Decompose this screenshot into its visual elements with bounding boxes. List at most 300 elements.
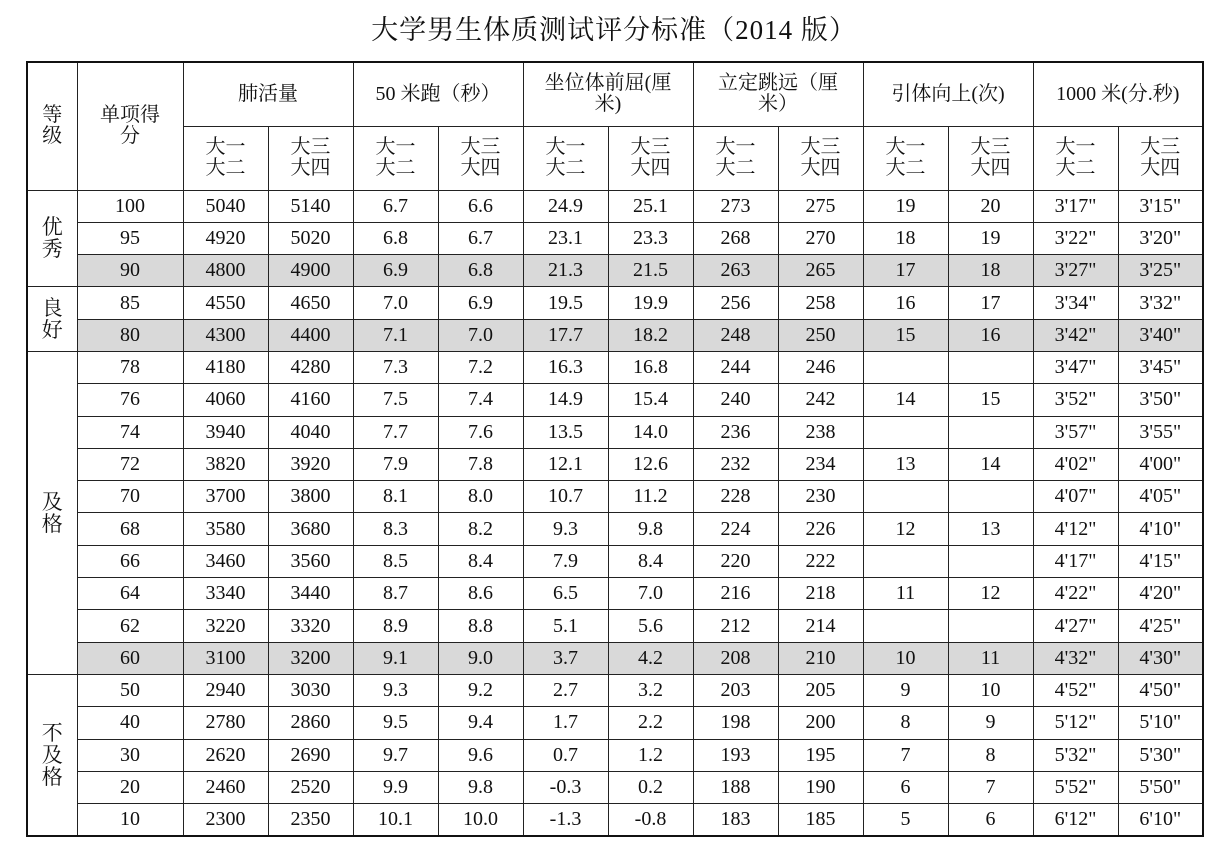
value-cell: 3'22": [1033, 222, 1118, 254]
value-cell: 1.7: [523, 707, 608, 739]
value-cell: 268: [693, 222, 778, 254]
group-header-vital-capacity: 肺活量: [183, 62, 353, 126]
value-cell: 12: [948, 578, 1033, 610]
value-cell: 9: [948, 707, 1033, 739]
value-cell: 0.2: [608, 771, 693, 803]
value-cell: 2780: [183, 707, 268, 739]
value-cell: -0.3: [523, 771, 608, 803]
value-cell: 24.9: [523, 190, 608, 222]
value-cell: 238: [778, 416, 863, 448]
table-body: [27, 190, 1203, 836]
value-cell: 3'42": [1033, 319, 1118, 351]
value-cell: 4'17": [1033, 545, 1118, 577]
score-cell: 74: [77, 416, 183, 448]
value-cell: 4'20": [1118, 578, 1203, 610]
value-cell: 2460: [183, 771, 268, 803]
value-cell: 4'27": [1033, 610, 1118, 642]
score-cell: 85: [77, 287, 183, 319]
value-cell: 4900: [268, 255, 353, 287]
value-cell: 4920: [183, 222, 268, 254]
value-cell: 15: [863, 319, 948, 351]
value-cell: 15.4: [608, 384, 693, 416]
value-cell: 208: [693, 642, 778, 674]
table-row: [27, 222, 1203, 254]
value-cell: 6.9: [353, 255, 438, 287]
value-cell: 7.5: [353, 384, 438, 416]
year-header-1-2: 大一大二: [523, 126, 608, 190]
value-cell: 2690: [268, 739, 353, 771]
value-cell: 7.7: [353, 416, 438, 448]
value-cell: 3'52": [1033, 384, 1118, 416]
value-cell: 3940: [183, 416, 268, 448]
value-cell: 16.3: [523, 351, 608, 383]
value-cell: 6.5: [523, 578, 608, 610]
value-cell: 3030: [268, 674, 353, 706]
value-cell: 183: [693, 804, 778, 836]
value-cell: 1.2: [608, 739, 693, 771]
value-cell: 25.1: [608, 190, 693, 222]
value-cell: 2860: [268, 707, 353, 739]
value-cell: 3'57": [1033, 416, 1118, 448]
value-cell: 2300: [183, 804, 268, 836]
value-cell: 250: [778, 319, 863, 351]
value-cell: 8.2: [438, 513, 523, 545]
table-row: [27, 771, 1203, 803]
score-cell: 50: [77, 674, 183, 706]
value-cell: 23.1: [523, 222, 608, 254]
value-cell: 3340: [183, 578, 268, 610]
value-cell: 5020: [268, 222, 353, 254]
score-cell: 76: [77, 384, 183, 416]
table-row: [27, 804, 1203, 836]
value-cell: 198: [693, 707, 778, 739]
value-cell: 3200: [268, 642, 353, 674]
value-cell: 19: [863, 190, 948, 222]
value-cell: 19.9: [608, 287, 693, 319]
table-row: [27, 287, 1203, 319]
table-row: [27, 707, 1203, 739]
value-cell: 8.4: [438, 545, 523, 577]
value-cell: 3'17": [1033, 190, 1118, 222]
value-cell: -0.8: [608, 804, 693, 836]
value-cell: 265: [778, 255, 863, 287]
value-cell: 4'52": [1033, 674, 1118, 706]
value-cell: 6'12": [1033, 804, 1118, 836]
table-row: [27, 255, 1203, 287]
value-cell: 5.6: [608, 610, 693, 642]
value-cell: 17: [863, 255, 948, 287]
value-cell: 8.9: [353, 610, 438, 642]
group-header-50m-run: 50 米跑（秒）: [353, 62, 523, 126]
score-cell: 66: [77, 545, 183, 577]
score-cell: 100: [77, 190, 183, 222]
value-cell: 5'10": [1118, 707, 1203, 739]
year-header-1-2: 大一大二: [1033, 126, 1118, 190]
value-cell: 7.6: [438, 416, 523, 448]
value-cell: 7.2: [438, 351, 523, 383]
value-cell: 7.0: [353, 287, 438, 319]
value-cell: 9.2: [438, 674, 523, 706]
value-cell: 10.7: [523, 481, 608, 513]
value-cell: 216: [693, 578, 778, 610]
page-title: 大学男生体质测试评分标准（2014 版）: [371, 15, 857, 45]
value-cell: 5'52": [1033, 771, 1118, 803]
value-cell: 4040: [268, 416, 353, 448]
table-row: [27, 351, 1203, 383]
year-header-1-2: 大一大二: [353, 126, 438, 190]
year-header-1-2: 大一大二: [863, 126, 948, 190]
score-cell: 10: [77, 804, 183, 836]
value-cell: 210: [778, 642, 863, 674]
value-cell: 5.1: [523, 610, 608, 642]
year-header-3-4: 大三大四: [1118, 126, 1203, 190]
value-cell: 236: [693, 416, 778, 448]
value-cell: 10.0: [438, 804, 523, 836]
value-cell: 14: [948, 448, 1033, 480]
year-header-3-4: 大三大四: [948, 126, 1033, 190]
value-cell: 6.7: [438, 222, 523, 254]
year-header-3-4: 大三大四: [608, 126, 693, 190]
value-cell: 8.6: [438, 578, 523, 610]
value-cell: 9.3: [353, 674, 438, 706]
value-cell: 13: [948, 513, 1033, 545]
table-row: [27, 448, 1203, 480]
value-cell: 21.5: [608, 255, 693, 287]
value-cell: 6.8: [438, 255, 523, 287]
value-cell: 15: [948, 384, 1033, 416]
score-cell: 20: [77, 771, 183, 803]
value-cell: 8.7: [353, 578, 438, 610]
group-header-sit-and-reach: 坐位体前屈(厘米): [523, 62, 693, 126]
value-cell: 18: [863, 222, 948, 254]
value-cell: 8: [948, 739, 1033, 771]
value-cell: [863, 545, 948, 577]
value-cell: 3'50": [1118, 384, 1203, 416]
value-cell: 6.7: [353, 190, 438, 222]
value-cell: 5140: [268, 190, 353, 222]
value-cell: 6'10": [1118, 804, 1203, 836]
value-cell: 214: [778, 610, 863, 642]
score-cell: 95: [77, 222, 183, 254]
value-cell: 240: [693, 384, 778, 416]
value-cell: 8.0: [438, 481, 523, 513]
table-row: [27, 674, 1203, 706]
value-cell: 4'30": [1118, 642, 1203, 674]
score-cell: 30: [77, 739, 183, 771]
value-cell: 14.0: [608, 416, 693, 448]
value-cell: 212: [693, 610, 778, 642]
table-row: [27, 578, 1203, 610]
value-cell: 3'32": [1118, 287, 1203, 319]
value-cell: 21.3: [523, 255, 608, 287]
value-cell: 8: [863, 707, 948, 739]
group-header-pull-ups: 引体向上(次): [863, 62, 1033, 126]
header-row-years: [27, 126, 1203, 190]
value-cell: 3.7: [523, 642, 608, 674]
value-cell: 3560: [268, 545, 353, 577]
value-cell: 11: [948, 642, 1033, 674]
value-cell: 2350: [268, 804, 353, 836]
value-cell: 5'32": [1033, 739, 1118, 771]
value-cell: 6.8: [353, 222, 438, 254]
value-cell: 12.1: [523, 448, 608, 480]
value-cell: 3'27": [1033, 255, 1118, 287]
value-cell: [948, 610, 1033, 642]
table-row: [27, 642, 1203, 674]
value-cell: 3220: [183, 610, 268, 642]
value-cell: 224: [693, 513, 778, 545]
value-cell: 3440: [268, 578, 353, 610]
value-cell: 230: [778, 481, 863, 513]
value-cell: 0.7: [523, 739, 608, 771]
value-cell: 9.7: [353, 739, 438, 771]
value-cell: 16: [863, 287, 948, 319]
score-cell: 80: [77, 319, 183, 351]
value-cell: 8.1: [353, 481, 438, 513]
value-cell: 218: [778, 578, 863, 610]
score-cell: 72: [77, 448, 183, 480]
value-cell: 3'55": [1118, 416, 1203, 448]
value-cell: 9.0: [438, 642, 523, 674]
value-cell: 4'10": [1118, 513, 1203, 545]
value-cell: 4550: [183, 287, 268, 319]
value-cell: 17: [948, 287, 1033, 319]
value-cell: 4'00": [1118, 448, 1203, 480]
grade-cell: 优秀: [27, 190, 77, 287]
value-cell: 5'50": [1118, 771, 1203, 803]
value-cell: 14: [863, 384, 948, 416]
value-cell: 9.9: [353, 771, 438, 803]
value-cell: 4280: [268, 351, 353, 383]
value-cell: 226: [778, 513, 863, 545]
value-cell: [863, 416, 948, 448]
value-cell: [863, 610, 948, 642]
score-cell: 70: [77, 481, 183, 513]
year-header-3-4: 大三大四: [778, 126, 863, 190]
value-cell: 7: [948, 771, 1033, 803]
value-cell: 258: [778, 287, 863, 319]
value-cell: 3'34": [1033, 287, 1118, 319]
value-cell: 4650: [268, 287, 353, 319]
table-row: [27, 481, 1203, 513]
value-cell: 3700: [183, 481, 268, 513]
value-cell: 7.0: [438, 319, 523, 351]
table-row: [27, 739, 1203, 771]
value-cell: [948, 481, 1033, 513]
value-cell: 6: [863, 771, 948, 803]
value-cell: 4'32": [1033, 642, 1118, 674]
score-cell: 62: [77, 610, 183, 642]
value-cell: 9.5: [353, 707, 438, 739]
value-cell: 9: [863, 674, 948, 706]
value-cell: 9.8: [608, 513, 693, 545]
value-cell: 4'50": [1118, 674, 1203, 706]
score-cell: 68: [77, 513, 183, 545]
value-cell: 20: [948, 190, 1033, 222]
grade-cell: 良好: [27, 287, 77, 352]
table-row: [27, 190, 1203, 222]
value-cell: 4300: [183, 319, 268, 351]
value-cell: 13: [863, 448, 948, 480]
value-cell: 11.2: [608, 481, 693, 513]
value-cell: 7.9: [353, 448, 438, 480]
value-cell: 248: [693, 319, 778, 351]
value-cell: 4400: [268, 319, 353, 351]
value-cell: 8.4: [608, 545, 693, 577]
score-standard-table: [26, 61, 1204, 837]
value-cell: 9.6: [438, 739, 523, 771]
group-header-standing-jump: 立定跳远（厘米）: [693, 62, 863, 126]
value-cell: 5'30": [1118, 739, 1203, 771]
score-header: 单项得分: [77, 62, 183, 190]
value-cell: 2940: [183, 674, 268, 706]
value-cell: -1.3: [523, 804, 608, 836]
value-cell: 246: [778, 351, 863, 383]
table-row: [27, 384, 1203, 416]
value-cell: 263: [693, 255, 778, 287]
value-cell: 10.1: [353, 804, 438, 836]
value-cell: 185: [778, 804, 863, 836]
value-cell: 4060: [183, 384, 268, 416]
value-cell: 3320: [268, 610, 353, 642]
value-cell: 3.2: [608, 674, 693, 706]
value-cell: 7.4: [438, 384, 523, 416]
score-cell: 90: [77, 255, 183, 287]
value-cell: 7.8: [438, 448, 523, 480]
value-cell: 4'15": [1118, 545, 1203, 577]
value-cell: 234: [778, 448, 863, 480]
value-cell: 273: [693, 190, 778, 222]
value-cell: 275: [778, 190, 863, 222]
value-cell: 5040: [183, 190, 268, 222]
value-cell: [948, 416, 1033, 448]
grade-cell: 不及格: [27, 674, 77, 836]
value-cell: 3920: [268, 448, 353, 480]
value-cell: 3'25": [1118, 255, 1203, 287]
value-cell: 12.6: [608, 448, 693, 480]
value-cell: 222: [778, 545, 863, 577]
value-cell: 3'20": [1118, 222, 1203, 254]
value-cell: 228: [693, 481, 778, 513]
value-cell: 4.2: [608, 642, 693, 674]
value-cell: 270: [778, 222, 863, 254]
value-cell: 242: [778, 384, 863, 416]
value-cell: 5: [863, 804, 948, 836]
year-header-1-2: 大一大二: [183, 126, 268, 190]
value-cell: 2.2: [608, 707, 693, 739]
value-cell: 4'25": [1118, 610, 1203, 642]
value-cell: 4'02": [1033, 448, 1118, 480]
value-cell: 3'15": [1118, 190, 1203, 222]
value-cell: 8.8: [438, 610, 523, 642]
value-cell: 3'45": [1118, 351, 1203, 383]
value-cell: 188: [693, 771, 778, 803]
table-row: [27, 610, 1203, 642]
score-cell: 60: [77, 642, 183, 674]
value-cell: 18: [948, 255, 1033, 287]
value-cell: 4'12": [1033, 513, 1118, 545]
value-cell: 18.2: [608, 319, 693, 351]
value-cell: 2.7: [523, 674, 608, 706]
value-cell: [948, 351, 1033, 383]
value-cell: 3100: [183, 642, 268, 674]
value-cell: 5'12": [1033, 707, 1118, 739]
group-header-1000m-run: 1000 米(分.秒): [1033, 62, 1203, 126]
value-cell: 3460: [183, 545, 268, 577]
value-cell: 16.8: [608, 351, 693, 383]
score-cell: 78: [77, 351, 183, 383]
value-cell: 12: [863, 513, 948, 545]
value-cell: 4160: [268, 384, 353, 416]
score-cell: 64: [77, 578, 183, 610]
value-cell: 3580: [183, 513, 268, 545]
value-cell: 4'07": [1033, 481, 1118, 513]
value-cell: 3820: [183, 448, 268, 480]
grade-header: 等级: [27, 62, 77, 190]
table-row: [27, 319, 1203, 351]
year-header-3-4: 大三大四: [438, 126, 523, 190]
value-cell: 14.9: [523, 384, 608, 416]
value-cell: 3'47": [1033, 351, 1118, 383]
value-cell: 205: [778, 674, 863, 706]
value-cell: 190: [778, 771, 863, 803]
value-cell: [948, 545, 1033, 577]
value-cell: 3680: [268, 513, 353, 545]
year-header-3-4: 大三大四: [268, 126, 353, 190]
year-header-1-2: 大一大二: [693, 126, 778, 190]
table-row: [27, 545, 1203, 577]
value-cell: 7.1: [353, 319, 438, 351]
grade-cell: 及格: [27, 351, 77, 674]
value-cell: 4800: [183, 255, 268, 287]
value-cell: 2620: [183, 739, 268, 771]
value-cell: 16: [948, 319, 1033, 351]
header-row-groups: [27, 62, 1203, 126]
value-cell: 3800: [268, 481, 353, 513]
value-cell: 8.3: [353, 513, 438, 545]
value-cell: 10: [948, 674, 1033, 706]
value-cell: 9.4: [438, 707, 523, 739]
value-cell: 4'05": [1118, 481, 1203, 513]
value-cell: 10: [863, 642, 948, 674]
value-cell: 3'40": [1118, 319, 1203, 351]
value-cell: 2520: [268, 771, 353, 803]
value-cell: 6.6: [438, 190, 523, 222]
score-cell: 40: [77, 707, 183, 739]
value-cell: 9.8: [438, 771, 523, 803]
value-cell: 7.0: [608, 578, 693, 610]
value-cell: 23.3: [608, 222, 693, 254]
value-cell: 13.5: [523, 416, 608, 448]
value-cell: 232: [693, 448, 778, 480]
value-cell: 200: [778, 707, 863, 739]
value-cell: 193: [693, 739, 778, 771]
value-cell: 244: [693, 351, 778, 383]
value-cell: 7.9: [523, 545, 608, 577]
value-cell: [863, 351, 948, 383]
value-cell: [863, 481, 948, 513]
table-row: [27, 416, 1203, 448]
value-cell: 11: [863, 578, 948, 610]
value-cell: 4180: [183, 351, 268, 383]
value-cell: 4'22": [1033, 578, 1118, 610]
value-cell: 8.5: [353, 545, 438, 577]
value-cell: 256: [693, 287, 778, 319]
table-row: [27, 513, 1203, 545]
value-cell: 6.9: [438, 287, 523, 319]
value-cell: 19.5: [523, 287, 608, 319]
value-cell: 7: [863, 739, 948, 771]
